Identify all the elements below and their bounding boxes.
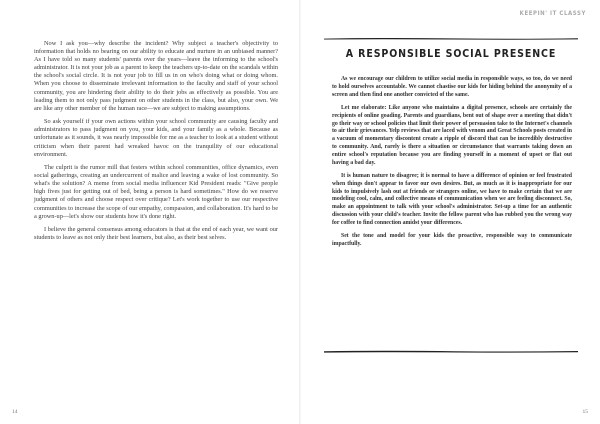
body-paragraph: Now I ask you—why describe the incident? Why subject a teacher's objectivity to information that holds no bearing on our ability to educate and nurture in an unbiased manner? As I have told so many students' parents over the years—leave the informing to the school's administrator. It is not your job as a parent to keep the teachers up-to-date on the scandals within the school's social circle. It is not your job to fill us in on who's doing what or doing whom. When you choose to disseminate irrelevant information to the faculty and staff of your school community, you are hindering their ability to do their jobs as effectively as possible. You are leading them to not only pass judgment on other students in the class, but also, your own. We are like any other member of the human race—we are subject to making assumptions. — [34, 40, 278, 112]
brush-rule-top — [324, 37, 578, 40]
body-paragraph: So ask yourself if your own actions within your school community are causing faculty and administrators to pass judgment on you, your kids, and your family as a whole. Because as unfortunate as it sounds, it was nearly impossible for me as a teacher to look at a student without criticism when their parent had wreaked havoc on the tranquility of our educational environment. — [34, 118, 278, 158]
right-page — [300, 0, 600, 424]
running-head: KEEPIN' IT CLASSY — [519, 10, 586, 17]
left-page-body — [34, 40, 278, 248]
body-paragraph: The culprit is the rumor mill that festers within school communities, office dynamics, even social gatherings, creating an undercurrent of malice and leaving a wake of lost community. So what's the solution? A meme from social media influencer Kid President reads: "Give people high fives just for getting out of bed, being a person is hard sometimes." How do we reserve judgment of others and choose respect over critique? Let's work together to use our respective communities to increase the scope of our empathy, compassion, and collaboration. It's hard to be a grown-up—let's show our students how it's done right. — [34, 164, 278, 220]
body-paragraph: It is human nature to disagree; it is normal to have a difference of opinion or feel frustrated when things don't appear to favor our own desires. But, as much as it is inappropriate for our kids to impulsively lash out at friends or strangers online, we have to make certain that we are modeling cool, calm, and collective means of communication when we are feeling disconnect. So, make an appointment to talk with your school's administrator. Set-up a time for an authentic discussion with your child's teacher. Invite the fellow parent who has rubbed you the wrong way for coffee to find connection amidst your differences. — [332, 172, 572, 226]
brush-rule-bottom — [324, 350, 578, 353]
body-paragraph: I believe the general consensus among educators is that at the end of each year, we want our students to leave as not only their best learners, but also, as their best selves. — [34, 226, 278, 242]
right-page-body — [332, 76, 572, 254]
page-number: 14 — [12, 409, 18, 415]
page-number: 15 — [582, 409, 588, 415]
body-paragraph: Let me elaborate: Like anyone who maintains a digital presence, schools are certainly the recipients of online goading. Parents and guardians, bent out of shape over a meeting that didn't go their way or school policies that limit their power of persuasion take to the Internet's channels to air their grievances. Yelp reviews that are laced with venom and Great Schools posts created in a vacuum of momentary discontent create a ripple of discord that can be incredibly destructive to community. And, rarely is there a situation or circumstance that warrants taking down an entire school's reputation because you are finding yourself in a moment of upset or flat out having a bad day. — [332, 104, 572, 166]
body-paragraph: Set the tone and model for your kids the proactive, responsible way to communicate impactfully. — [332, 233, 572, 247]
section-title: A RESPONSIBLE SOCIAL PRESENCE — [345, 48, 557, 60]
body-paragraph: As we encourage our children to utilize social media in responsible ways, so too, do we need to hold ourselves accountable. We cannot chastise our kids for hiding behind the anonymity of a screen and then find one another convicted of the same. — [332, 76, 572, 98]
